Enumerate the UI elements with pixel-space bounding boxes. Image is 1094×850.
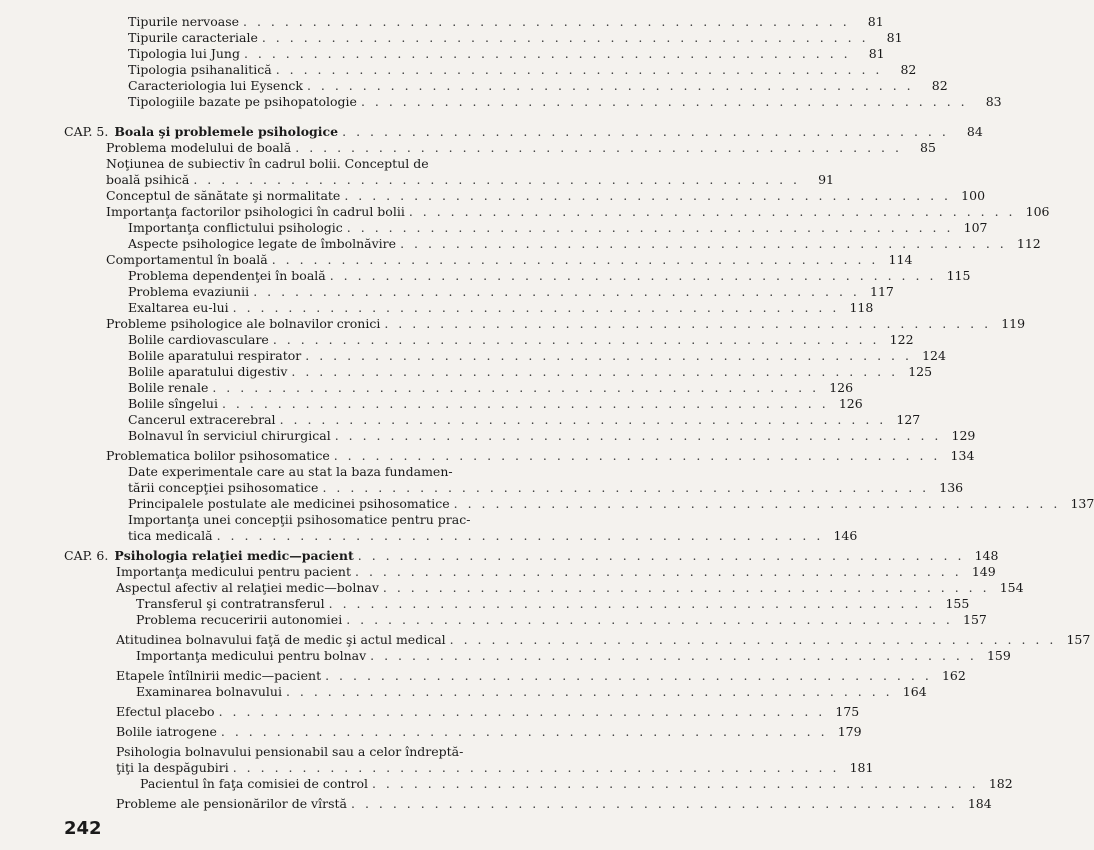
toc-entry (106, 252, 913, 268)
entry-page: 159 (986, 648, 1011, 663)
toc-entry (128, 412, 921, 428)
entry-title: Bolile renale (128, 380, 209, 395)
entry-title: Cancerul extracerebral (128, 412, 276, 427)
entry-title: Etapele întîlnirii medic—pacient (116, 668, 322, 683)
entry-title: Bolile sîngelui (128, 396, 218, 411)
entry-title: Tipologia psihanalitică (128, 62, 272, 77)
toc-entry (128, 30, 903, 46)
entry-title: Bolile aparatului digestiv (128, 364, 288, 379)
entry-page: 157 (1066, 632, 1091, 647)
toc-entry (128, 284, 894, 300)
entry-title: tării concepţiei psihosomatice (128, 480, 319, 495)
entry-page: 148 (974, 548, 999, 563)
leader-dots: . . . . . . . . . . . . . . . . . . . . . . . . . . . . . . . . . . . . . . . . . . . . (371, 776, 979, 791)
toc-entry (106, 188, 986, 204)
toc-entry (140, 776, 1013, 792)
leader-dots: . . . . . . . . . . . . . . . . . . . . . . . . . . . . . . . . . . . . . . . . . . . . (333, 448, 941, 463)
chapter-number: CAP. 5. (64, 124, 109, 139)
entry-page: 149 (971, 564, 996, 579)
leader-dots: . . . . . . . . . . . . . . . . . . . . . . . . . . . . . . . . . . . . . . . . . . . . (216, 528, 824, 543)
entry-title: Problema evaziunii (128, 284, 250, 299)
entry-page: 83 (985, 94, 1002, 109)
leader-dots: . . . . . . . . . . . . . . . . . . . . . . . . . . . . . . . . . . . . . . . . . . . . (346, 220, 954, 235)
entry-title: Probleme ale pensionărilor de vîrstă (116, 796, 347, 811)
leader-dots: . . . . . . . . . . . . . . . . . . . . . . . . . . . . . . . . . . . . . . . . . . . . (221, 396, 829, 411)
toc-entry (136, 648, 1011, 664)
entry-page: 122 (889, 332, 914, 347)
entry-page: 91 (818, 172, 835, 187)
chapter-number: CAP. 6. (64, 548, 109, 563)
entry-page: 114 (888, 252, 913, 267)
toc-entry (116, 564, 996, 580)
leader-dots: . . . . . . . . . . . . . . . . . . . . . . . . . . . . . . . . . . . . . . . . . . . . (295, 140, 902, 155)
entry-title: Bolile cardiovasculare (128, 332, 269, 347)
leader-dots: . . . . . . . . . . . . . . . . . . . . . . . . . . . . . . . . . . . . . . . . . . . . (346, 612, 953, 627)
toc-entry (128, 348, 946, 364)
toc-entry (128, 236, 1041, 252)
toc-entry (128, 94, 1002, 110)
entry-title: Tipurile caracteriale (128, 30, 258, 45)
toc-entry (106, 316, 1026, 332)
toc-entry (116, 704, 860, 720)
leader-dots: . . . . . . . . . . . . . . . . . . . . . . . . . . . . . . . . . . . . . . . . . . . . (279, 412, 887, 427)
leader-dots: . . . . . . . . . . . . . . . . . . . . . . . . . . . . . . . . . . . . . . . . . . . . (453, 496, 1061, 511)
leader-dots: . . . . . . . . . . . . . . . . . . . . . . . . . . . . . . . . . . . . . . . . . . . . (384, 316, 992, 331)
entry-page: 134 (950, 448, 975, 463)
entry-page: 100 (961, 188, 986, 203)
toc-entry (136, 612, 987, 628)
toc-entry (128, 78, 948, 94)
entry-page: 125 (908, 364, 933, 379)
toc-entry (128, 428, 976, 444)
entry-title: Bolile iatrogene (116, 724, 217, 739)
leader-dots: . . . . . . . . . . . . . . . . . . . . . . . . . . . . . . . . . . . . . . . . . . . . (261, 30, 869, 45)
leader-dots: . . . . . . . . . . . . . . . . . . . . . . . . . . . . . . . . . . . . . . . . . . . . (344, 188, 952, 203)
entry-page: 127 (896, 412, 921, 427)
chapter-title: Psihologia relaţiei medic—pacient (114, 548, 354, 563)
entry-page: 182 (988, 776, 1013, 791)
toc-entry (128, 396, 863, 412)
entry-page: 112 (1016, 236, 1041, 251)
entry-title: Tipurile nervoase (128, 14, 240, 29)
leader-dots: . . . . . . . . . . . . . . . . . . . . . . . . . . . . . . . . . . . . . . . . . . . . (193, 172, 801, 187)
entry-page: 157 (963, 612, 987, 627)
toc-entry (116, 668, 966, 684)
toc-entry (128, 14, 884, 30)
entry-page: 82 (900, 62, 917, 77)
entry-page: 126 (829, 380, 854, 395)
leader-dots: . . . . . . . . . . . . . . . . . . . . . . . . . . . . . . . . . . . . . . . . . . . . (322, 480, 930, 495)
entry-page: 175 (835, 704, 860, 719)
chapter-title: Boala şi problemele psihologice (114, 124, 339, 139)
entry-page: 184 (967, 796, 992, 811)
leader-dots: . . . . . . . . . . . . . . . . . . . . . . . . . . . . . . . . . . . . . . . . . . . . (305, 348, 912, 363)
entry-title: Aspectul afectiv al relaţiei medic—bolnav (116, 580, 379, 595)
toc-entry (136, 684, 927, 700)
leader-dots: . . . . . . . . . . . . . . . . . . . . . . . . . . . . . . . . . . . . . . . . . . . . (342, 124, 949, 139)
chapter-heading (64, 124, 983, 140)
leader-dots: . . . . . . . . . . . . . . . . . . . . . . . . . . . . . . . . . . . . . . . . . . . . (408, 204, 1016, 219)
entry-page: 106 (1025, 204, 1050, 219)
entry-page: 146 (833, 528, 858, 543)
toc-entry (106, 172, 835, 188)
leader-dots: . . . . . . . . . . . . . . . . . . . . . . . . . . . . . . . . . . . . . . . . . . . . (400, 236, 1007, 251)
entry-page: 81 (868, 46, 885, 61)
entry-page: 115 (946, 268, 971, 283)
chapter-heading (64, 548, 999, 564)
toc-entry (128, 380, 854, 396)
toc-entry (106, 448, 975, 464)
leader-dots: . . . . . . . . . . . . . . . . . . . . . . . . . . . . . . . . . . . . . . . . . . . . (382, 580, 990, 595)
leader-dots: . . . . . . . . . . . . . . . . . . . . . . . . . . . . . . . . . . . . . . . . . . . . (271, 252, 879, 267)
entry-title: Importanţa medicului pentru bolnav (136, 648, 367, 663)
toc-entry (128, 528, 858, 544)
entry-title: ţiţi la despăgubiri (116, 760, 229, 775)
entry-title: Importanţa conflictului psihologic (128, 220, 343, 235)
toc-entry (116, 796, 992, 812)
toc-entry (128, 46, 885, 62)
entry-page: 164 (902, 684, 927, 699)
leader-dots: . . . . . . . . . . . . . . . . . . . . . . . . . . . . . . . . . . . . . . . . . . . . (360, 94, 968, 109)
entry-page: 118 (849, 300, 874, 315)
entry-title: Examinarea bolnavului (136, 684, 282, 699)
entry-page: 126 (838, 396, 863, 411)
toc-entry (116, 760, 874, 776)
leader-dots: . . . . . . . . . . . . . . . . . . . . . . . . . . . . . . . . . . . . . . . . . . . . (253, 284, 860, 299)
entry-title: boală psihică (106, 172, 190, 187)
entry-page: 137 (1070, 496, 1094, 511)
leader-dots: . . . . . . . . . . . . . . . . . . . . . . . . . . . . . . . . . . . . . . . . . . . . (212, 380, 820, 395)
leader-dots: . . . . . . . . . . . . . . . . . . . . . . . . . . . . . . . . . . . . . . . . . . . . (243, 46, 851, 61)
toc-entry-wrapped: Psihologia bolnavului pensionabil sau a celor îndreptă- (116, 744, 464, 759)
toc-entry (128, 62, 917, 78)
leader-dots: . . . . . . . . . . . . . . . . . . . . . . . . . . . . . . . . . . . . . . . . . . . . (291, 364, 899, 379)
entry-title: Pacientul în faţa comisiei de control (140, 776, 368, 791)
toc-entry (106, 140, 936, 156)
toc-entry (128, 496, 1094, 512)
leader-dots: . . . . . . . . . . . . . . . . . . . . . . . . . . . . . . . . . . . . . . . . . . . . (449, 632, 1057, 647)
toc-entry (128, 220, 988, 236)
entry-title: Conceptul de sănătate şi normalitate (106, 188, 341, 203)
toc-entry (136, 596, 970, 612)
leader-dots: . . . . . . . . . . . . . . . . . . . . . . . . . . . . . . . . . . . . . . . . . . . . (328, 596, 936, 611)
entry-page: 162 (941, 668, 966, 683)
leader-dots: . . . . . . . . . . . . . . . . . . . . . . . . . . . . . . . . . . . . . . . . . . . . (355, 564, 962, 579)
toc-entry-wrapped: Date experimentale care au stat la baza fundamen- (128, 464, 453, 479)
leader-dots: . . . . . . . . . . . . . . . . . . . . . . . . . . . . . . . . . . . . . . . . . . . . (329, 268, 937, 283)
entry-page: 81 (867, 14, 884, 29)
entry-title: Efectul placebo (116, 704, 215, 719)
toc-entry-wrapped: Noţiunea de subiectiv în cadrul bolii. Conceptul de (106, 156, 429, 171)
entry-page: 154 (999, 580, 1024, 595)
entry-title: Comportamentul în boală (106, 252, 268, 267)
leader-dots: . . . . . . . . . . . . . . . . . . . . . . . . . . . . . . . . . . . . . . . . . . . . (232, 760, 840, 775)
toc-entry (128, 300, 874, 316)
toc-entry (128, 480, 964, 496)
leader-dots: . . . . . . . . . . . . . . . . . . . . . . . . . . . . . . . . . . . . . . . . . . . . (275, 62, 883, 77)
toc-entry (128, 364, 933, 380)
entry-page: 85 (920, 140, 936, 155)
page-number: 242 (64, 818, 102, 839)
entry-title: Bolnavul în serviciul chirurgical (128, 428, 331, 443)
entry-title: Problema dependenţei în boală (128, 268, 326, 283)
entry-title: Tipologia lui Jung (128, 46, 240, 61)
entry-title: tica medicală (128, 528, 213, 543)
leader-dots: . . . . . . . . . . . . . . . . . . . . . . . . . . . . . . . . . . . . . . . . . . . . (325, 668, 932, 683)
leader-dots: . . . . . . . . . . . . . . . . . . . . . . . . . . . . . . . . . . . . . . . . . . . . (306, 78, 914, 93)
leader-dots: . . . . . . . . . . . . . . . . . . . . . . . . . . . . . . . . . . . . . . . . . . . . (218, 704, 826, 719)
toc-entry (116, 580, 1024, 596)
toc-entry-wrapped: Importanţa unei concepţii psihosomatice pentru prac- (128, 512, 471, 527)
entry-page: 179 (837, 724, 862, 739)
toc-entry (128, 268, 971, 284)
entry-title: Problematica bolilor psihosomatice (106, 448, 330, 463)
entry-page: 82 (931, 78, 948, 93)
leader-dots: . . . . . . . . . . . . . . . . . . . . . . . . . . . . . . . . . . . . . . . . . . . . (243, 14, 850, 29)
entry-page: 117 (870, 284, 894, 299)
leader-dots: . . . . . . . . . . . . . . . . . . . . . . . . . . . . . . . . . . . . . . . . . . . . (334, 428, 942, 443)
toc-entry (128, 332, 914, 348)
entry-title: Tipologiile bazate pe psihopatologie (128, 94, 357, 109)
entry-title: Principalele postulate ale medicinei psihosomatice (128, 496, 450, 511)
entry-title: Caracteriologia lui Eysenck (128, 78, 303, 93)
leader-dots: . . . . . . . . . . . . . . . . . . . . . . . . . . . . . . . . . . . . . . . . . . . . (357, 548, 965, 563)
entry-title: Aspecte psihologice legate de îmbolnăvire (128, 236, 397, 251)
leader-dots: . . . . . . . . . . . . . . . . . . . . . . . . . . . . . . . . . . . . . . . . . . . . (370, 648, 977, 663)
toc-entry (116, 632, 1091, 648)
entry-page: 129 (951, 428, 976, 443)
entry-title: Exaltarea eu-lui (128, 300, 229, 315)
entry-page: 124 (922, 348, 946, 363)
toc-entry (116, 724, 862, 740)
toc-entry (106, 204, 1050, 220)
entry-title: Atitudinea bolnavului faţă de medic şi actul medical (116, 632, 446, 647)
leader-dots: . . . . . . . . . . . . . . . . . . . . . . . . . . . . . . . . . . . . . . . . . . . . (351, 796, 958, 811)
entry-page: 181 (849, 760, 874, 775)
entry-title: Problema modelului de boală (106, 140, 292, 155)
entry-page: 107 (963, 220, 988, 235)
entry-title: Problema recuceririi autonomiei (136, 612, 343, 627)
entry-page: 155 (945, 596, 970, 611)
entry-title: Bolile aparatului respirator (128, 348, 302, 363)
entry-page: 119 (1001, 316, 1026, 331)
leader-dots: . . . . . . . . . . . . . . . . . . . . . . . . . . . . . . . . . . . . . . . . . . . . (232, 300, 840, 315)
entry-title: Probleme psihologice ale bolnavilor cronici (106, 316, 381, 331)
entry-page: 81 (886, 30, 903, 45)
entry-title: Transferul şi contratransferul (136, 596, 325, 611)
leader-dots: . . . . . . . . . . . . . . . . . . . . . . . . . . . . . . . . . . . . . . . . . . . . (285, 684, 893, 699)
entry-page: 84 (966, 124, 983, 139)
entry-page: 136 (939, 480, 964, 495)
leader-dots: . . . . . . . . . . . . . . . . . . . . . . . . . . . . . . . . . . . . . . . . . . . . (272, 332, 880, 347)
entry-title: Importanţa medicului pentru pacient (116, 564, 351, 579)
leader-dots: . . . . . . . . . . . . . . . . . . . . . . . . . . . . . . . . . . . . . . . . . . . . (220, 724, 828, 739)
entry-title: Importanţa factorilor psihologici în cadrul bolii (106, 204, 405, 219)
